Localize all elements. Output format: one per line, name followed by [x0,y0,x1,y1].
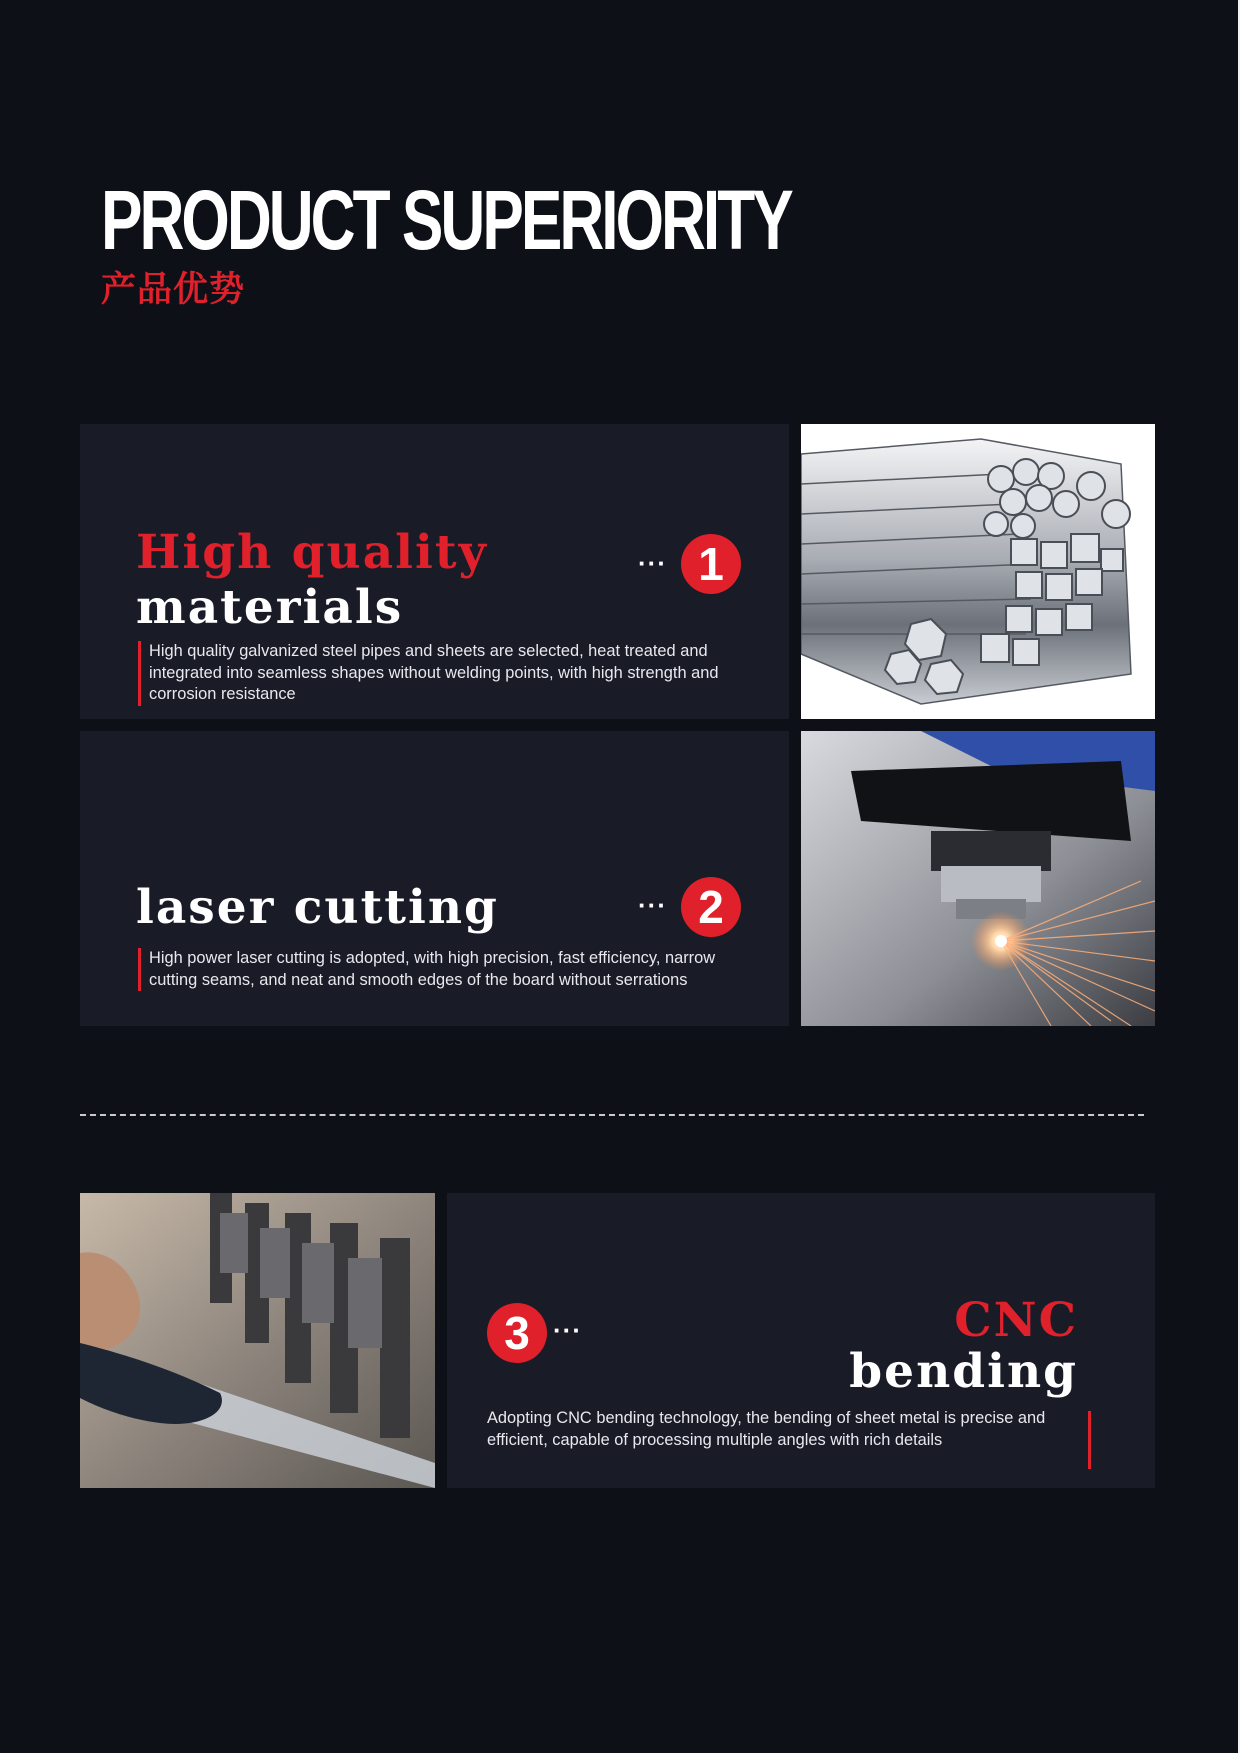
feature-3-accent-bar [1088,1411,1091,1469]
feature-2-dots: ··· [638,890,667,920]
feature-2-description: High power laser cutting is adopted, with high precision, fast efficiency, narrow cutting seams, and neat and smooth edges of the board without serrations [138,948,743,991]
section-divider [80,1114,1144,1116]
press-brake-photo [80,1193,435,1488]
feature-3-description: Adopting CNC bending technology, the bending of sheet metal is precise and efficient, capable of processing multiple angles with rich details [487,1409,1046,1449]
feature-3-dots: ··· [553,1315,582,1345]
feature-1-number-badge: 1 [681,534,741,594]
feature-3-heading-red: CNC [954,1293,1078,1348]
feature-1-dots: ··· [638,548,667,578]
feature-1-heading-red: High quality [136,525,488,580]
feature-3-heading-white: bending [849,1344,1078,1399]
page-title: PRODUCT SUPERIORITY [101,173,791,267]
feature-1-description: High quality galvanized steel pipes and sheets are selected, heat treated and integrated into seamless shapes without welding points, with high strength and corrosion resistance [138,641,743,706]
feature-2-heading-white: laser cutting [136,880,499,935]
feature-1-heading-white: materials [136,580,404,635]
feature-3-number-badge: 3 [487,1303,547,1363]
feature-2-number-badge: 2 [681,877,741,937]
steel-pipes-photo [801,424,1155,719]
laser-cutting-photo [801,731,1155,1026]
page-subtitle-cn: 产品优势 [101,270,246,310]
page-header [101,173,1033,312]
